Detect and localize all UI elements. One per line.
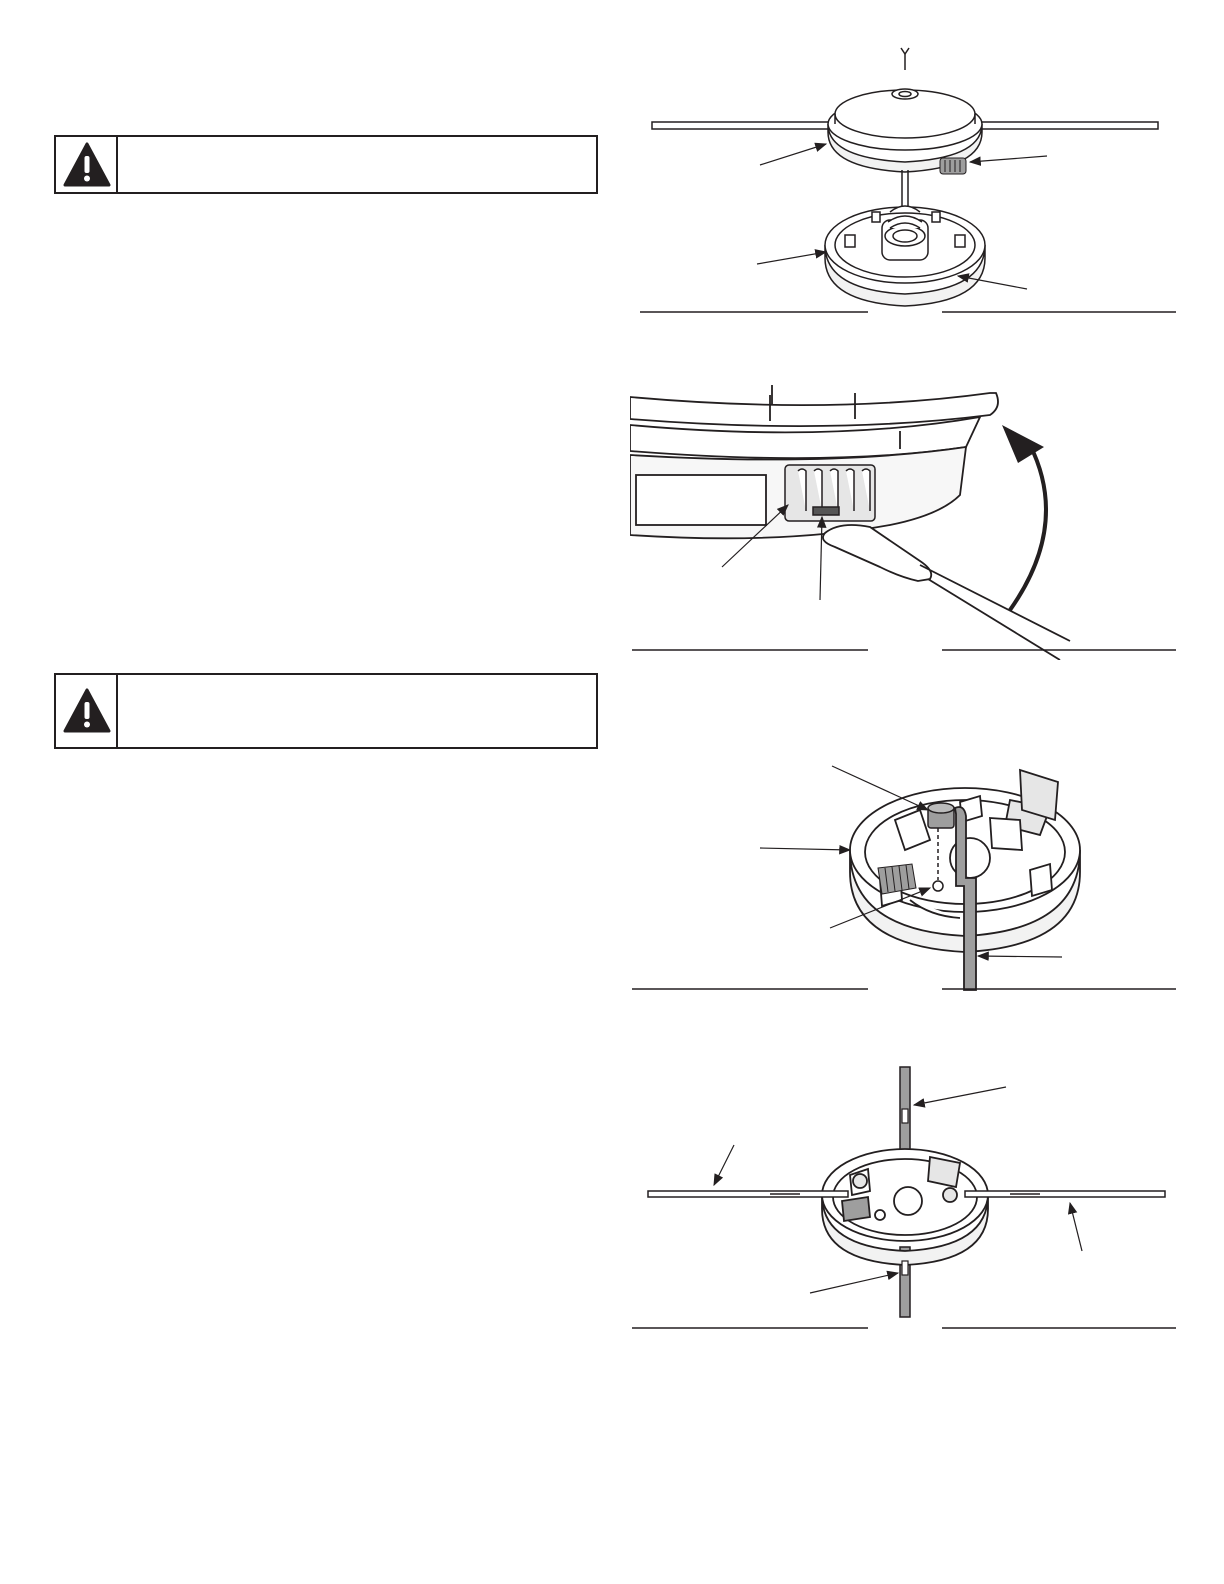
rotation-arrow [1010,445,1046,610]
figure-trimmer-head-exploded [640,40,1180,320]
warning-triangle-icon [62,687,112,735]
figure-inner-reel-line-insert [630,760,1180,1000]
warning-box-2 [54,673,598,749]
screwdriver [823,525,1070,660]
figure-reel-lines-installed [630,1065,1180,1340]
horizontal-line-left [648,1191,848,1197]
warning-box-1 [54,135,598,194]
warning-icon-cell [56,137,118,192]
trimmer-line-left [652,122,832,129]
figure-release-tab-screwdriver [630,385,1180,660]
release-tab-closeup [785,465,875,521]
trimmer-line-right [978,122,1158,129]
trimmer-cover [828,48,982,172]
release-tab-top [940,158,966,174]
warning-triangle-icon [62,141,112,189]
grip-ridges [878,864,916,894]
warning-icon-cell [56,675,118,747]
horizontal-line-right [965,1191,1165,1197]
inner-reel [825,206,985,306]
